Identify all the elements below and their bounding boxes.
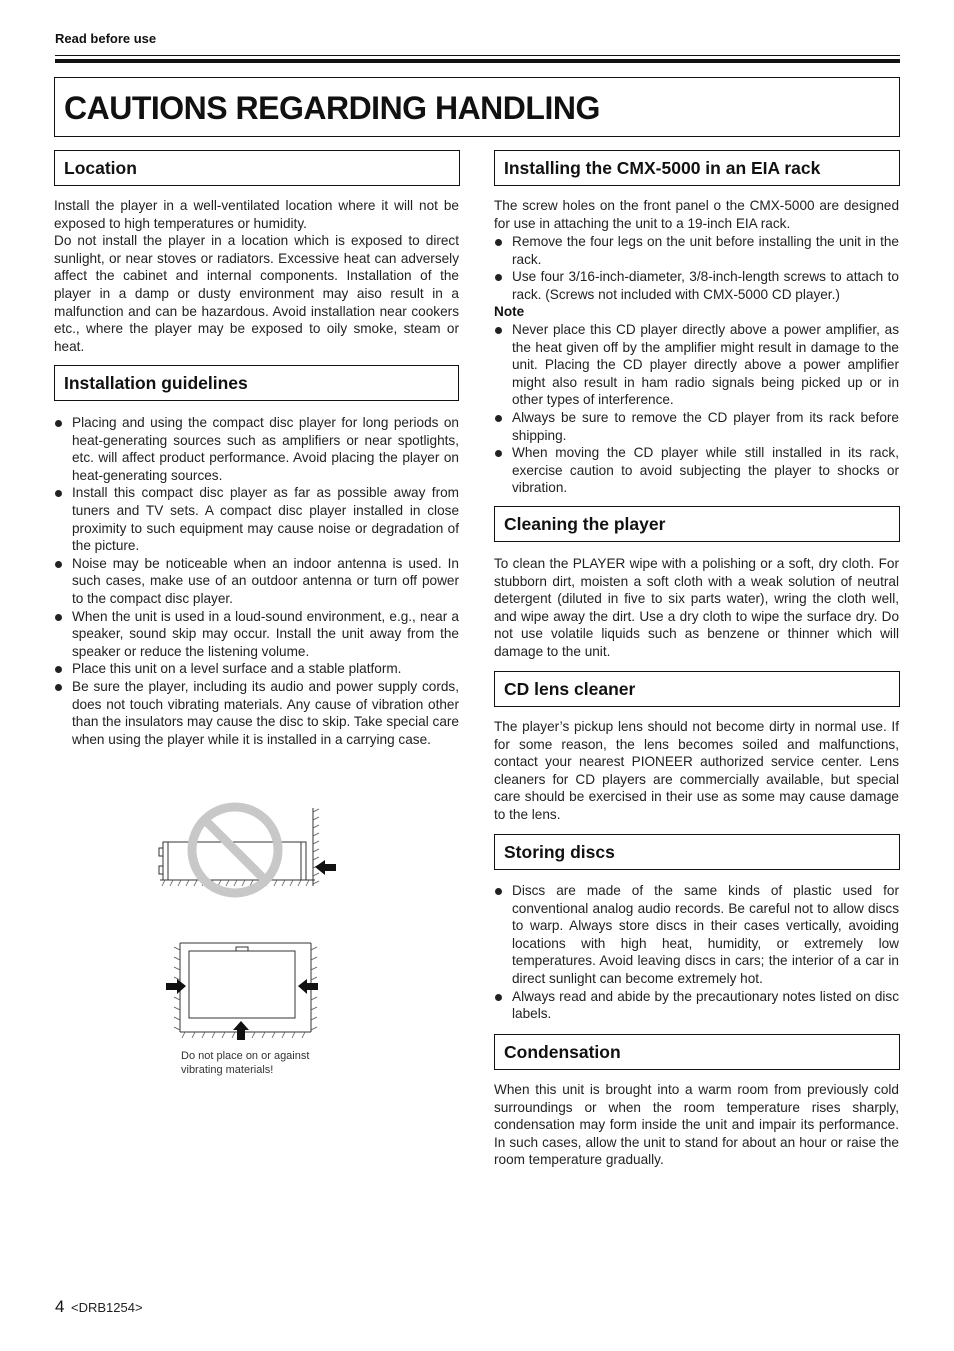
header-rule-thin <box>55 55 900 56</box>
eia-rack-heading-box <box>494 150 900 186</box>
page-number: 4 <box>55 1297 65 1316</box>
document-code: <DRB1254> <box>71 1300 143 1315</box>
prohibited-placement-illustration <box>155 800 345 905</box>
list-item: Use four 3/16-inch-diameter, 3/8-inch-length screws to attach to rack. (Screws not included with CMX-5000 CD player.) <box>494 268 899 303</box>
condensation-heading: Condensation <box>504 1042 621 1062</box>
cleaning-heading: Cleaning the player <box>504 514 666 534</box>
list-item: Place this unit on a level surface and a stable platform. <box>54 660 459 678</box>
lens-cleaner-text: The player’s pickup lens should not become dirty in normal use. If for some reason, the lens becomes soiled and malfunctions, contact your nearest PIONEER authorized service center. Lens cleaners for CD players are commercially available, but special care should be exercised in their use as some may cause damage to the lens. <box>494 719 899 822</box>
title-box <box>54 77 900 137</box>
installation-guidelines-list <box>54 414 459 748</box>
illustration-caption <box>181 1049 309 1077</box>
storing-heading: Storing discs <box>504 842 615 862</box>
list-item: Install this compact disc player as far as possible away from tuners and TV sets. A compact disc player installed in close proximity to such equipment may cause noise or degradation of the picture. <box>54 484 459 554</box>
page-title: CAUTIONS REGARDING HANDLING <box>64 90 600 126</box>
eia-rack-heading: Installing the CMX-5000 in an EIA rack <box>504 158 821 178</box>
installation-guidelines-heading-box <box>54 365 459 401</box>
list-item: Always be sure to remove the CD player from its rack before shipping. <box>494 409 899 444</box>
lens-cleaner-heading-box <box>494 671 900 707</box>
location-heading-box <box>54 150 460 186</box>
location-paragraph-2: Do not install the player in a location which is exposed to direct sunlight, or near stoves or radiators. Excessive heat can adversely affect the cabinet and internal components. Installation of the player in a damp or dusty environment may aiso result in a malfunction and can be hazardous. Avoid installation near cookers etc., where the player may be exposed to oily smoke, steam or heat. <box>54 233 459 354</box>
list-item: Noise may be noticeable when an indoor antenna is used. In such cases, make use of an outdoor antenna or turn off power to the compact disc player. <box>54 555 459 608</box>
list-item: Be sure the player, including its audio and power supply cords, does not touch vibrating materials. Any cause of vibration other than the insulators may cause the disc to skip. Take special care when using the player while it is installed in a carrying case. <box>54 678 459 748</box>
list-item: Placing and using the compact disc player for long periods on heat-generating sources such as amplifiers or near spotlights, etc. will affect product performance. Avoid placing the player on heat-generating sources. <box>54 414 459 484</box>
installation-guidelines-heading: Installation guidelines <box>64 373 248 393</box>
caption-line-1: Do not place on or against <box>181 1050 310 1062</box>
eia-rack-intro: The screw holes on the front panel o the CMX-5000 are designed for use in attaching the unit to a 19-inch EIA rack. <box>494 198 899 231</box>
section-label: Read before use <box>55 31 157 46</box>
list-item: When moving the CD player while still installed in its rack, exercise caution to avoid subjecting the player to shocks or vibration. <box>494 444 899 497</box>
eia-rack-list <box>494 233 899 303</box>
storing-heading-box <box>494 834 900 870</box>
condensation-text: When this unit is brought into a warm room from previously cold surroundings or when the room temperature rises sharply, condensation may form inside the unit and impair its performance. In such cases, allow the unit to stand for about an hour or raise the room temperature gradually. <box>494 1082 899 1168</box>
note-label: Note <box>494 304 525 319</box>
condensation-heading-box <box>494 1034 900 1070</box>
location-paragraph-1: Install the player in a well-ventilated location where it will not be exposed to high temperatures or humidity. <box>54 198 459 231</box>
carrying-case-illustration <box>163 938 328 1040</box>
header-rule-thick <box>55 59 900 63</box>
caption-line-2: vibrating materials! <box>181 1064 274 1076</box>
location-heading: Location <box>64 158 137 178</box>
cleaning-heading-box <box>494 506 900 542</box>
list-item: When the unit is used in a loud-sound environment, e.g., near a speaker, sound skip may occur. Install the unit away from the speaker or reduce the listening volume. <box>54 608 459 661</box>
cleaning-text: To clean the PLAYER wipe with a polishing or a soft, dry cloth. For stubborn dirt, moisten a soft cloth with a weak solution of neutral detergent (diluted in five to six parts water), wring the cloth well, and wipe away the dirt. Use a dry cloth to wipe the surface dry. Do not use volatile liquids such as benzene or thinner which will damage to the unit. <box>494 556 899 659</box>
storing-list <box>494 882 899 1023</box>
lens-cleaner-heading: CD lens cleaner <box>504 679 636 699</box>
eia-rack-note-list <box>494 321 899 497</box>
list-item: Discs are made of the same kinds of plastic used for conventional analog audio records. Be careful not to allow discs to warp. Always store discs in their cases vertically, avoiding locations with high heat, humidity, or extremely low temperatures. Avoid leaving discs in cars; the interior of a car in direct sunlight can become extremely hot. <box>494 882 899 988</box>
list-item: Never place this CD player directly above a power amplifier, as the heat given off by the amplifier might result in damage to the unit. Placing the CD player directly above a power amplifier might also result in ham radio signals being picked up or in other types of interference. <box>494 321 899 409</box>
list-item: Remove the four legs on the unit before installing the unit in the rack. <box>494 233 899 268</box>
location-text <box>54 197 459 355</box>
list-item: Always read and abide by the precautionary notes listed on disc labels. <box>494 988 899 1023</box>
